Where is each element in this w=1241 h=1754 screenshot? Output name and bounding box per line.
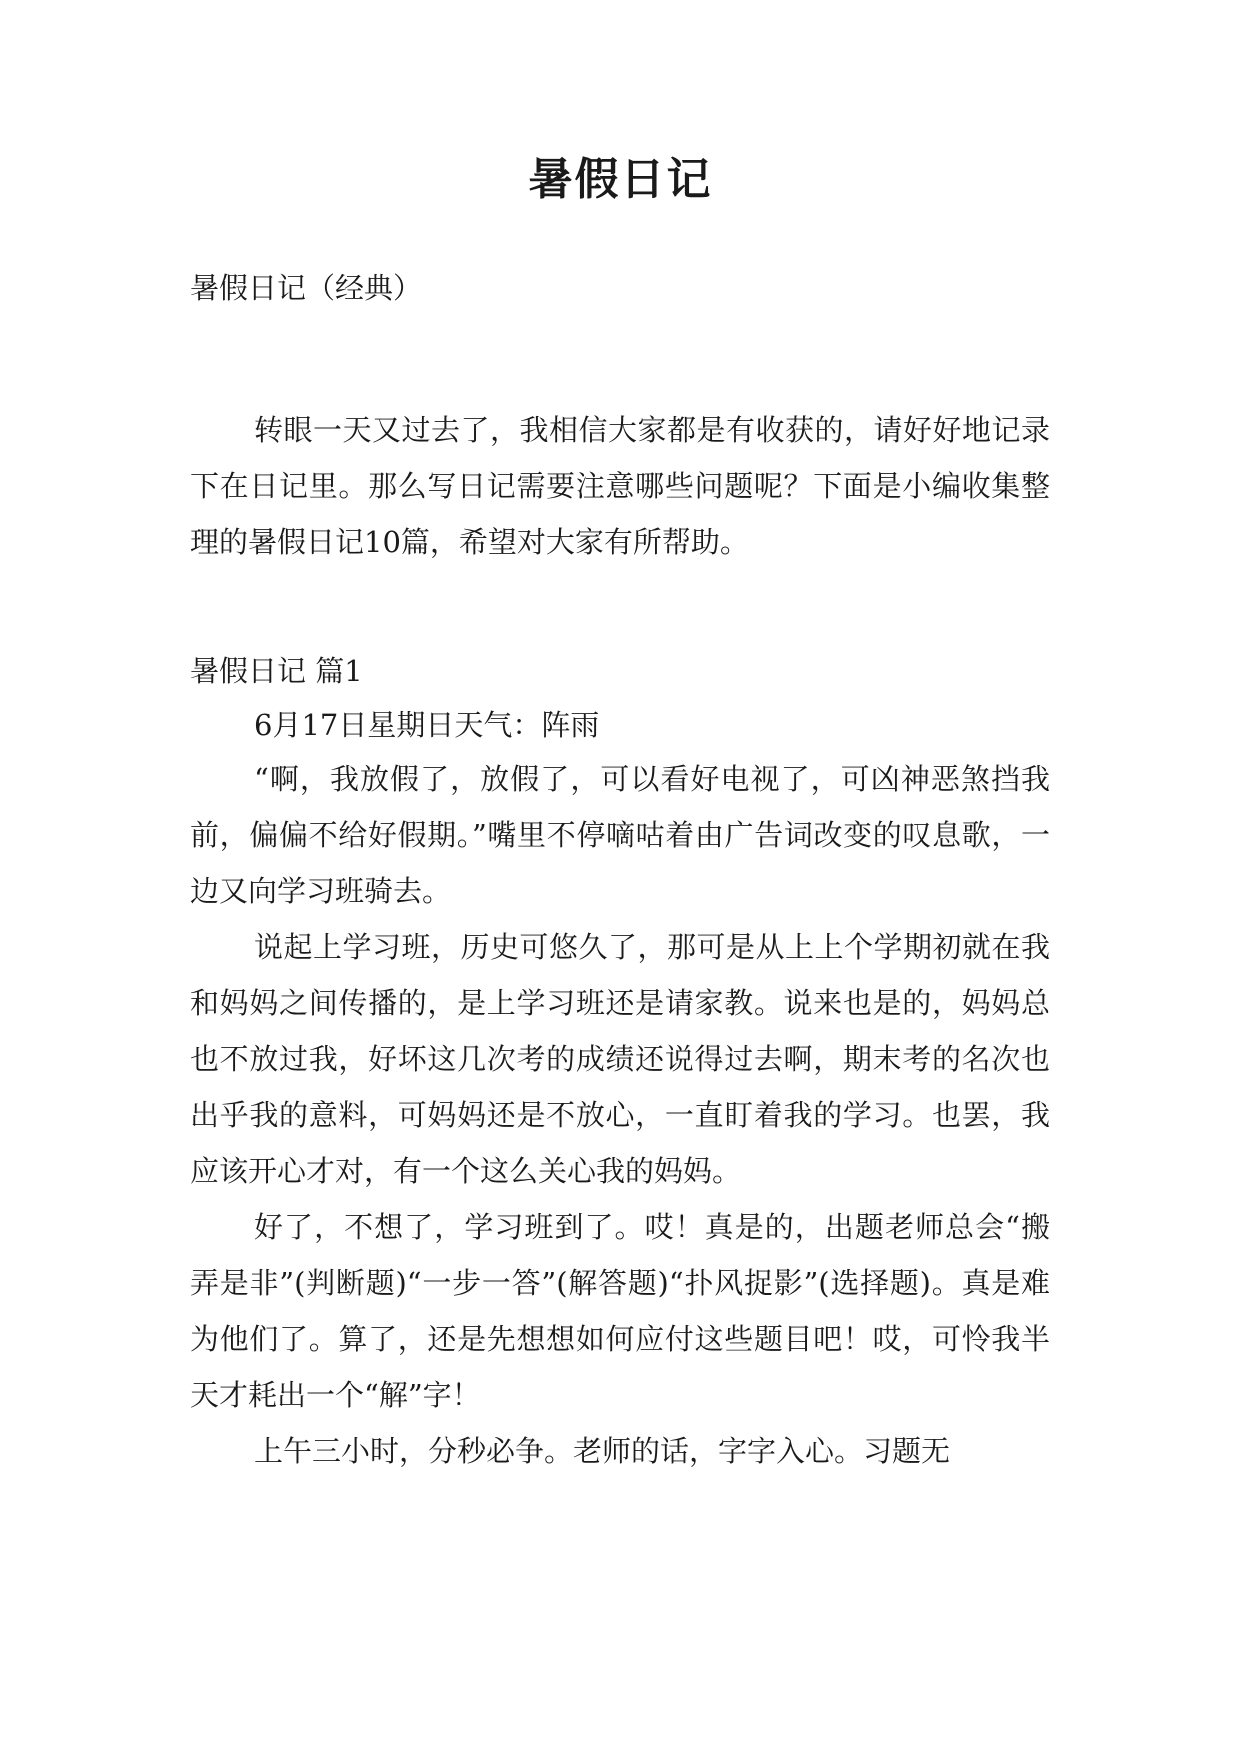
article-paragraph: 好了，不想了，学习班到了。哎！真是的，出题老师总会“搬弄是非”(判断题)“一步一答”(解答题)“扑风捉影”(选择题)。真是难为他们了。算了，还是先想想如何应付这些题目吧！哎，可怜我半天才耗出一个“解”字！ — [190, 1210, 1050, 1412]
article-paragraph: 上午三小时，分秒必争。老师的话，字字入心。习题无 — [254, 1434, 951, 1468]
intro-block — [190, 402, 1050, 570]
article-section — [190, 643, 1050, 1479]
document-subtitle-block — [190, 260, 1050, 316]
article-heading: 暑假日记 篇1 — [190, 654, 363, 688]
article-paragraph: “啊，我放假了，放假了，可以看好电视了，可凶神恶煞挡我前，偏偏不给好假期。”嘴里不停嘀咕着由广告词改变的叹息歌，一边又向学习班骑去。 — [190, 762, 1050, 908]
document-subtitle: 暑假日记（经典） — [190, 271, 423, 305]
document-title: 暑假日记 — [528, 154, 713, 205]
article-dateline: 6月17日星期日天气：阵雨 — [254, 708, 600, 742]
intro-paragraph: 转眼一天又过去了，我相信大家都是有收获的，请好好地记录下在日记里。那么写日记需要注意哪些问题呢？下面是小编收集整理的暑假日记10篇，希望对大家有所帮助。 — [190, 413, 1050, 559]
article-paragraph: 说起上学习班，历史可悠久了，那可是从上上个学期初就在我和妈妈之间传播的，是上学习班还是请家教。说来也是的，妈妈总也不放过我，好坏这几次考的成绩还说得过去啊，期末考的名次也出乎我的意料，可妈妈还是不放心，一直盯着我的学习。也罢，我应该开心才对，有一个这么关心我的妈妈。 — [190, 930, 1050, 1188]
